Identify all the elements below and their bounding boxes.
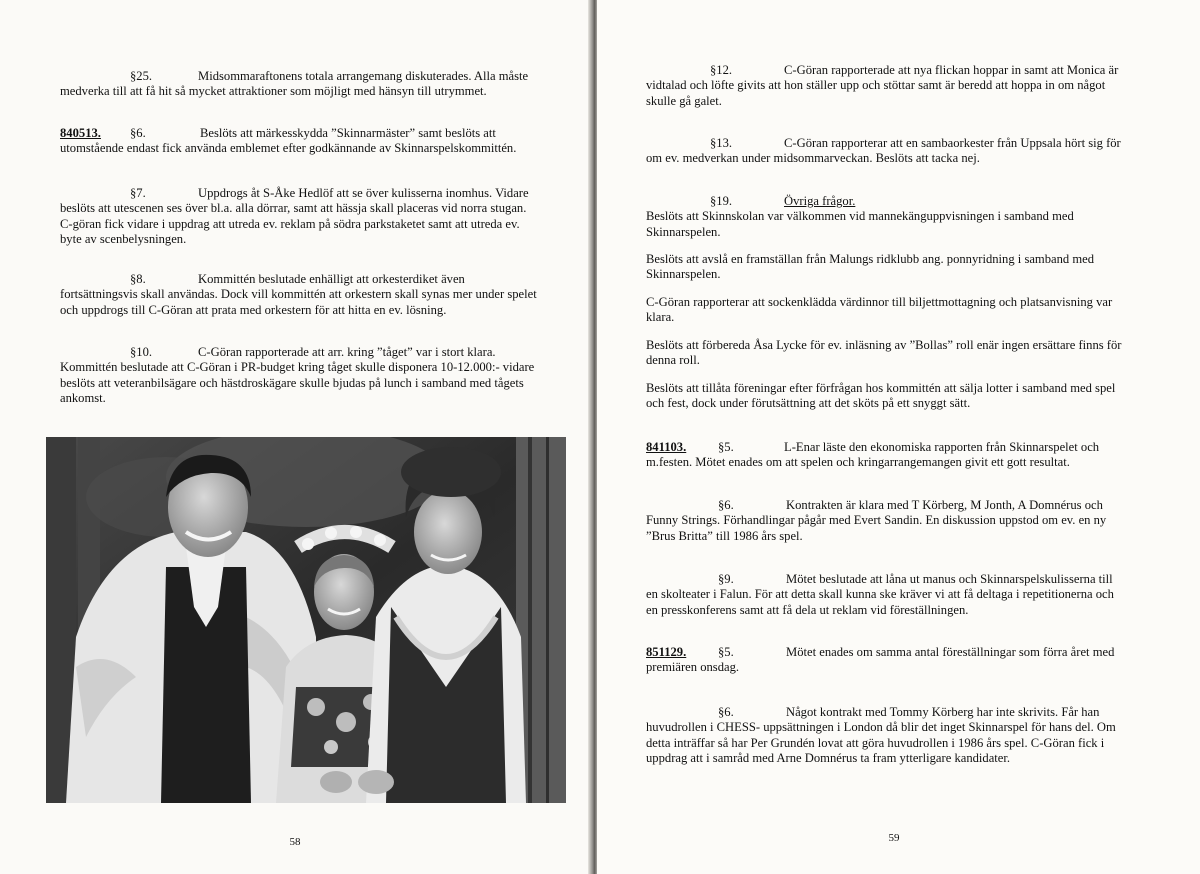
paragraph-asa-lycke: Beslöts att förbereda Åsa Lycke för ev. inläsning av ”Bollas” roll enär ingen ersättare finns för denna roll.	[646, 338, 1122, 368]
paragraph-body: Kommittén beslutade att C-Göran i PR-budget kring tåget skulle disponera 10-12.000:- vidare beslöts att veteranbilsägare och hästdroskägare skulle bjudas på lunch i samband med tågets ankomst.	[60, 360, 535, 405]
paragraph-vardinnor: C-Göran rapporterar att sockenklädda värdinnor till biljettmottagning och platsanvisning var klara.	[646, 295, 1113, 325]
paragraph-13	[646, 136, 1126, 167]
paragraph-lead: Midsommaraftonens totala arrangemang diskuterades. Alla måste	[198, 69, 529, 83]
paragraph-body: om ev. medverkan under midsommarveckan. Beslöts att tacka nej.	[646, 151, 980, 166]
meeting-date: 841103.	[646, 440, 687, 454]
paragraph-851129-5	[646, 645, 1126, 676]
section-number: §9.	[718, 572, 734, 586]
paragraph-lead: Mötet beslutade att låna ut manus och Skinnarspelskulisserna till en	[646, 572, 1113, 602]
paragraph-body: Funny Strings. Förhandlingar pågår med Evert Sandin. En diskussion uppstod om ev. en ny ”Brus Britta” till 1986 års spel.	[646, 513, 1107, 543]
paragraph-lead: C-Göran rapporterar att en sambaorkester från Uppsala hört sig för	[784, 136, 1121, 150]
family-photo	[46, 437, 566, 803]
paragraph-lead: Något kontrakt med Tommy Körberg har inte skrivits. Får han	[786, 705, 1100, 719]
meeting-date: 851129.	[646, 645, 687, 659]
section-number: §5.	[718, 645, 734, 659]
paragraph-lotter: Beslöts att tillåta föreningar efter förfrågan hos kommittén att sälja lotter i samband med spel och fest, dock under förutsättning att det sköts på ett snyggt sätt.	[646, 381, 1116, 411]
paragraph-lead: Kontrakten är klara med T Körberg, M Jonth, A Domnérus och	[786, 498, 1103, 512]
section-number: §25.	[130, 69, 153, 83]
section-number: §19.	[710, 194, 733, 208]
page-number: 58	[289, 836, 301, 848]
section-number: §6.	[718, 705, 734, 719]
paragraph-lead: L-Enar läste den ekonomiska rapporten från Skinnarspelet och	[784, 440, 1100, 454]
paragraph-lead: Uppdrogs åt S-Åke Hedlöf att se över kulisserna inomhus. Vidare	[198, 186, 529, 200]
paragraph-body: medverka till att få hit så mycket attraktioner som möjligt med hänsyn till utrymmet.	[60, 84, 487, 99]
paragraph-6-korberg	[646, 705, 1126, 766]
paragraph-7	[60, 186, 538, 247]
paragraph-25	[60, 69, 538, 100]
paragraph-ponny: Beslöts att avslå en framställan från Malungs ridklubb ang. ponnyridning i samband med Skinnarspelen.	[646, 252, 1095, 282]
meeting-date: 840513.	[60, 126, 101, 140]
page-number: 59	[888, 832, 900, 844]
section-number: §10.	[130, 345, 153, 359]
section-heading: Övriga frågor.	[784, 194, 856, 208]
paragraph-6-kontrakt	[646, 498, 1126, 544]
paragraph-lead: Mötet enades om samma antal föreställningar som förra året med	[786, 645, 1115, 659]
photo-illustration	[46, 437, 566, 803]
paragraph-body: utomstående endast fick använda emblemet efter godkännande av Skinnarspelskommittén.	[60, 141, 517, 156]
paragraph-19	[646, 194, 1126, 240]
paragraph-12	[646, 63, 1126, 109]
section-number: §6.	[718, 498, 734, 512]
section-number: §8.	[130, 272, 146, 286]
left-page	[0, 0, 592, 874]
section-number: §7.	[130, 186, 146, 200]
section-number: §13.	[710, 136, 733, 150]
paragraph-lead: Kommittén beslutade enhälligt att orkesterdiket även	[198, 272, 465, 286]
right-page	[597, 0, 1200, 874]
paragraph-841103-5	[646, 440, 1126, 471]
paragraph-body: skolteater i Falun. För att detta skall kunna ske kräver vi att få deltaga i repetitionerna och en presskonferens samt att få dela ut reklam vid föreställningen.	[646, 587, 1114, 617]
paragraph-body: fortsättningsvis skall användas. Dock vill kommittén att orkestern skall synas mer under spelet och uppdrogs till C-Göran att prata med orkestern för att hitta en ev. lösning.	[60, 287, 537, 317]
paragraph-lead: C-Göran rapporterade att arr. kring ”tåget” var i stort klara.	[198, 345, 496, 359]
paragraph-body: beslöts att utescenen ses över bl.a. alla dörrar, samt att hässja skall placeras vid norra stugan. C-göran fick vidare i uppdrag att utreda ev. reklam på södra parkstaketet samt att utreda ev. byte av scenbelysningen.	[60, 201, 527, 246]
paragraph-9	[646, 572, 1126, 618]
paragraph-10	[60, 345, 538, 406]
paragraph-body: huvudrollen i CHESS- uppsättningen i London då blir det inget Skinnarspel för hans del. Om detta inträffar så har Per Grundén lovat att göra huvudrollen i 1986 års spel. C-Göran fick i uppdrag att i samråd med Arne Domnérus ta fram ytterligare kandidater.	[646, 720, 1116, 765]
paragraph-body: Beslöts att Skinnskolan var välkommen vid mannekänguppvisningen i samband med Skinnarspelen.	[646, 209, 1074, 239]
section-number: §12.	[710, 63, 733, 77]
paragraph-lead: Beslöts att märkesskydda ”Skinnarmäster” samt beslöts att	[200, 126, 496, 140]
section-number: §6.	[130, 126, 146, 140]
paragraph-8	[60, 272, 538, 318]
paragraph-lead: C-Göran rapporterade att nya flickan hoppar in samt att Monica är	[784, 63, 1119, 77]
paragraph-840513-6	[60, 126, 538, 157]
paragraph-body: vidtalad och löfte givits att hon ställer upp och stöttar samt är beredd att hoppa in om något skulle gå galet.	[646, 78, 1106, 108]
section-number: §5.	[718, 440, 734, 454]
paragraph-body: m.festen. Mötet enades om att spelen och kringarrangemangen givit ett gott resultat.	[646, 455, 1070, 470]
paragraph-body: premiären onsdag.	[646, 660, 740, 675]
